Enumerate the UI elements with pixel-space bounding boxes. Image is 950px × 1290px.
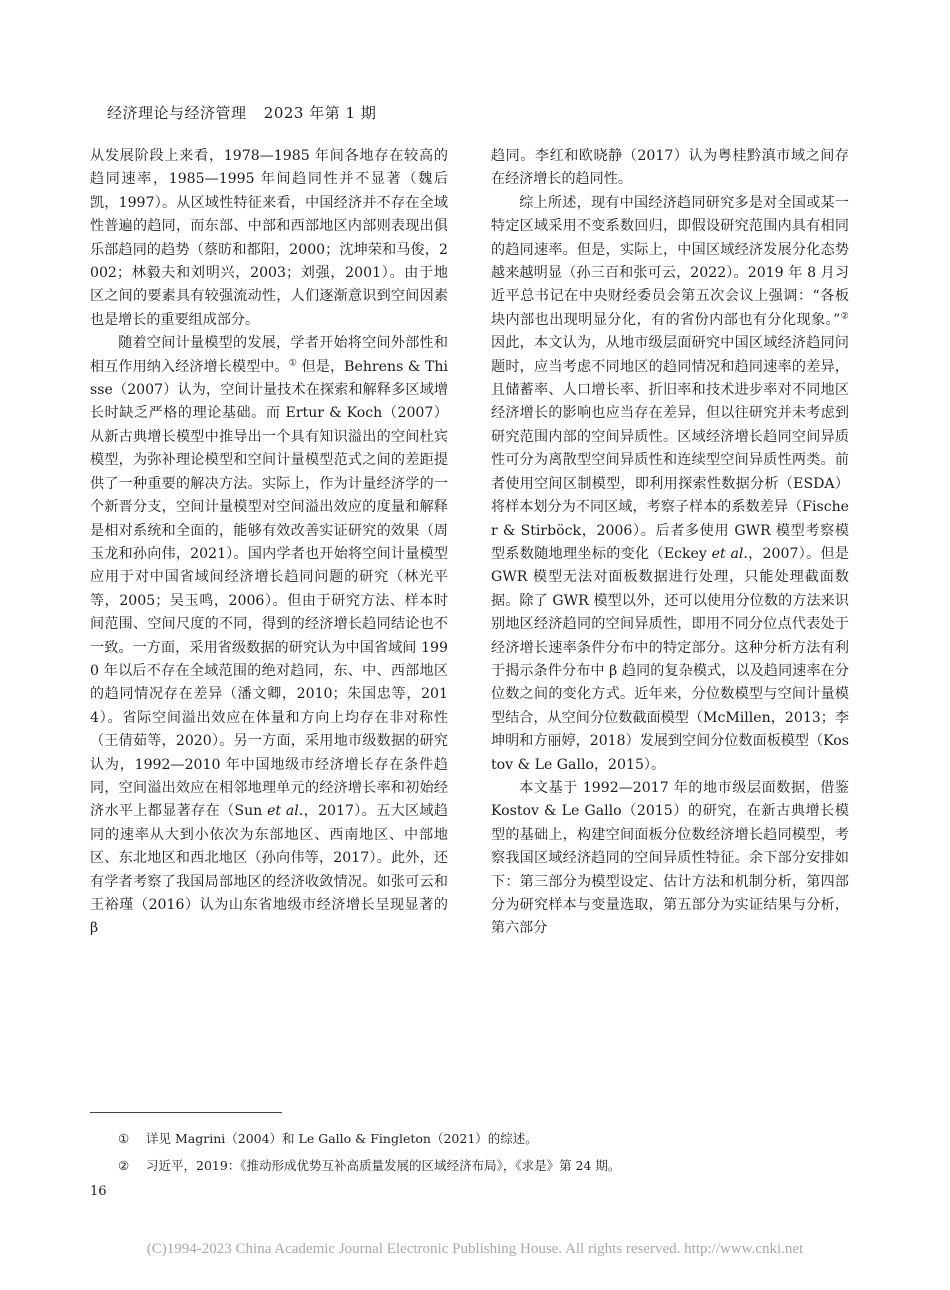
footnote-1-text: 详见 Magrini（2004）和 Le Gallo & Fingleton（2021）的综述。 (146, 1131, 538, 1146)
footnote-2-mark: ② (118, 1158, 130, 1173)
left-p2-text-a: 随着空间计量模型的发展，学者开始将空间外部性和相互作用纳入经济增长模型中。 (90, 335, 448, 375)
footnote-2-text: 习近平，2019：《推动形成优势互补高质量发展的区域经济布局》，《求是》第 24 期。 (146, 1158, 621, 1173)
left-p2-text-c: ，2017）。五大区域趋同的速率从大到小依次为东部地区、西南地区、中部地区、东北地区和西北地区（孙向伟等，2017）。此外，还有学者考察了我国局部地区的经济收敛情况。如张可云和王裕瑾（2016）认为山东省地级市经济增长呈现显著的 β (90, 803, 448, 937)
right-paragraph-1: 趋同。李红和欧晓静（2017）认为粤桂黔滇市域之间存在经济增长的趋同性。 (491, 148, 849, 188)
journal-issue: 2023 年第 1 期 (263, 104, 377, 122)
footnote-1-mark: ① (118, 1131, 130, 1146)
right-column (491, 145, 849, 941)
left-column (90, 145, 448, 941)
footnote-ref-1[interactable]: ① (288, 356, 297, 368)
right-p2-text-a: 综上所述，现有中国经济趋同研究多是对全国或某一特定区域采用不变系数回归，即假设研究范围内具有相同的趋同速率。但是，实际上，中国区域经济发展分化态势越来越明显（孙三百和张可云，2022）。2019 年 8 月习近平总书记在中央财经委员会第五次会议上强调：“各板块内部也出现明显分化，有的省份内部也有分化现象。” (491, 194, 849, 328)
right-paragraph-3: 本文基于 1992—2017 年的地市级层面数据，借鉴 Kostov & Le Gallo（2015）的研究，在新古典增长模型的基础上，构建空间面板分位数经济增长趋同模型，考察我国区域经济趋同的空间异质性特征。余下部分安排如下：第三部分为模型设定、估计方法和机制分析，第四部分为研究样本与变量选取，第五部分为实证结果与分析，第六部分 (491, 779, 849, 937)
footnote-2 (118, 1157, 838, 1175)
right-paragraph-2 (491, 192, 849, 777)
left-paragraph-1: 从发展阶段上来看，1978—1985 年间各地存在较高的趋同速率，1985—1995 年间趋同性并不显著（魏后凯，1997）。从区域性特征来看，中国经济并不存在全域性普遍的趋同，而东部、中部和西部地区内部则表现出俱乐部趋同的趋势（蔡昉和都阳，2000；沈坤荣和马俊，2002；林毅夫和刘明兴，2003；刘强，2001）。由于地区之间的要素具有较强流动性，人们逐渐意识到空间因素也是增长的重要组成部分。 (90, 148, 448, 328)
copyright-notice: (C)1994-2023 China Academic Journal Electronic Publishing House. All rights reserved. http://www.cnki.net (146, 1241, 804, 1257)
footnote-ref-2[interactable]: ② (840, 310, 849, 322)
footnote-divider (90, 1112, 282, 1113)
right-p2-text-c: ，2007）。但是 GWR 模型无法对面板数据进行处理，只能处理截面数据。除了 GWR 模型以外，还可以使用分位数的方法来识别地区经济趋同的空间异质性，即用不同分位点代表处于经济增长速率条件分布中的特定部分。这种分析方法有利于揭示条件分布中 β 趋同的复杂模式，以及趋同速率在分位数之间的变化方式。近年来，分位数模型与空间计量模型结合，从空间分位数截面模型（McMillen，2013；李坤明和方丽婷，2018）发展到空间分位数面板模型（Kostov & Le Gallo，2015）。 (491, 545, 849, 773)
et-al-italic: et al. (267, 803, 304, 820)
footnote-1 (118, 1130, 838, 1148)
right-p2-text-b: 因此，本文认为，从地市级层面研究中国区域经济趋同问题时，应当考虑不同地区的趋同情况和趋同速率的差异，且储蓄率、人口增长率、折旧率和技术进步率对不同地区经济增长的影响也应当存在差异，但以往研究并未考虑到研究范围内部的空间异质性。区域经济增长趋同空间异质性可分为离散型空间异质性和连续型空间异质性两类。前者使用空间区制模型，即利用探索性数据分析（ESDA）将样本划分为不同区域，考察子样本的系数差异（Fischer & Stirböck，2006）。后者多使用 GWR 模型考察模型系数随地理坐标的变化（Eckey (491, 335, 849, 562)
journal-title: 经济理论与经济管理 (107, 104, 247, 122)
page-number: 16 (90, 1184, 107, 1199)
et-al-italic: et al. (711, 545, 748, 562)
running-header (107, 100, 807, 126)
left-p2-text-b: 但是，Behrens & Thisse（2007）认为，空间计量技术在探索和解释多区域增长时缺乏严格的理论基础。而 Ertur & Koch（2007）从新古典增长模型中推导出一个具有知识溢出的空间杜宾模型，为弥补理论模型和空间计量模型范式之间的差距提供了一种重要的解决方法。实际上，作为计量经济学的一个新晋分支，空间计量模型对空间溢出效应的度量和解释是相对系统和全面的，能够有效改善实证研究的效果（周玉龙和孙向伟，2021）。国内学者也开始将空间计量模型应用于对中国省域间经济增长趋同问题的研究（林光平等，2005；吴玉鸣，2006）。但由于研究方法、样本时间范围、空间尺度的不同，得到的经济增长趋同结论也不一致。一方面，采用省级数据的研究认为中国省域间 1990 年以后不存在全域范围的绝对趋同，东、中、西部地区的趋同情况存在差异（潘文卿，2010；朱国忠等，2014）。省际空间溢出效应在体量和方向上均存在非对称性（王倩茹等，2020）。另一方面，采用地市级数据的研究认为，1992—2010 年中国地级市经济增长存在条件趋同，空间溢出效应在相邻地理单元的经济增长率和初始经济水平上都显著存在（Sun (90, 358, 448, 820)
left-paragraph-2 (90, 332, 448, 941)
